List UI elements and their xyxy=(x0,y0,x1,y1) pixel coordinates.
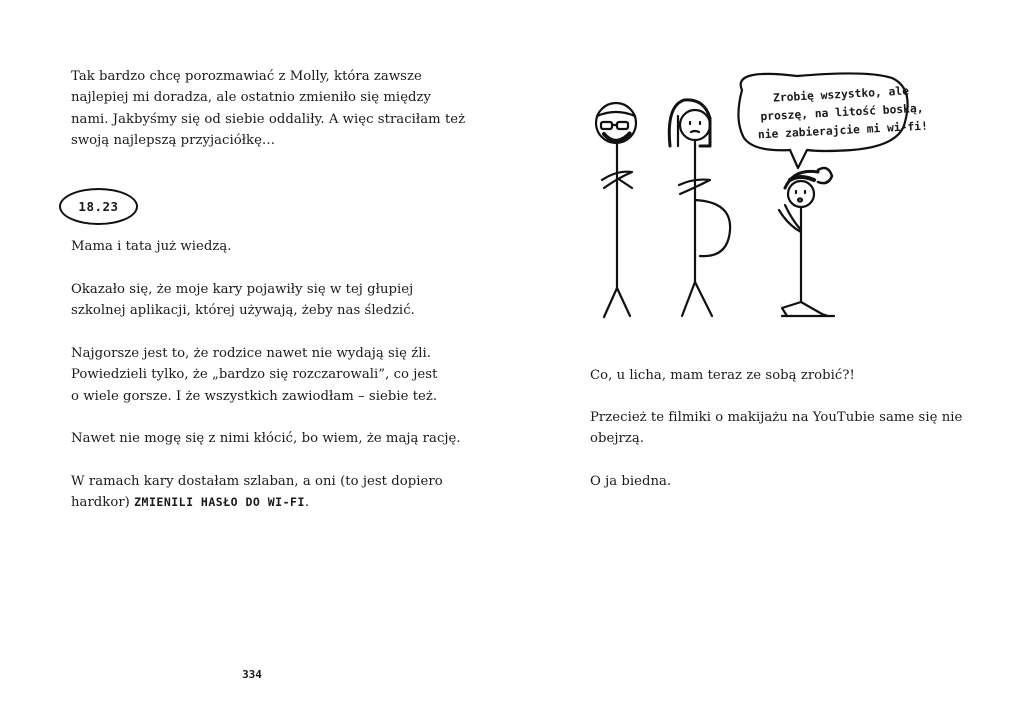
paragraph-poor-me: O ja biedna. xyxy=(590,474,672,489)
page-number: 334 xyxy=(242,668,262,681)
paragraph-youtube: Przecież te filmiki o makijażu na YouTubie same się nie obejrzą. xyxy=(590,410,963,447)
paragraph-disappointed: Najgorsze jest to, że rodzice nawet nie wydają się źli. Powiedzieli tylko, że „bardzo się rozczarowali”, co jest o wiele gorsze. I że wszystkich zawiodłam – siebie też. xyxy=(71,346,438,404)
mother-head xyxy=(680,110,710,140)
paragraph-punishment xyxy=(71,471,443,514)
speech-bubble-text: Zrobię wszystko, ale proszę, na litość boską, nie zabierajcie mi wi-fi! xyxy=(757,84,929,142)
mother-figure xyxy=(669,100,730,316)
punishment-line1: W ramach kary dostałam szlaban, a oni (to jest dopiero xyxy=(71,474,443,489)
paragraph-cant-argue: Nawet nie mogę się z nimi kłócić, bo wiem, że mają rację. xyxy=(71,431,461,446)
father-figure xyxy=(596,103,636,317)
intro-paragraph: Tak bardzo chcę porozmawiać z Molly, która zawsze najlepiej mi doradza, ale ostatnio zmieniło się między nami. Jakbyśmy się od siebie oddaliły. A więc straciłam też swoją najlepszą przyjaciółkę… xyxy=(71,69,466,148)
daughter-figure xyxy=(779,168,834,316)
time-stamp-badge xyxy=(59,188,138,225)
paragraph-what-now: Co, u licha, mam teraz ze sobą zrobić?! xyxy=(590,368,855,383)
paragraph-parents-know: Mama i tata już wiedzą. xyxy=(71,239,232,254)
daughter-head xyxy=(788,181,814,207)
punishment-line2-start: hardkor) xyxy=(71,495,135,511)
right-page xyxy=(512,0,1024,728)
wifi-password-emphasis: ZMIENILI HASŁO DO WI-FI xyxy=(134,495,305,510)
punishment-end: . xyxy=(304,495,310,511)
paragraph-school-app: Okazało się, że moje kary pojawiły się w tej głupiej szkolnej aplikacji, której używają, żeby nas śledzić. xyxy=(71,282,415,319)
time-stamp: 18.23 xyxy=(78,199,119,214)
